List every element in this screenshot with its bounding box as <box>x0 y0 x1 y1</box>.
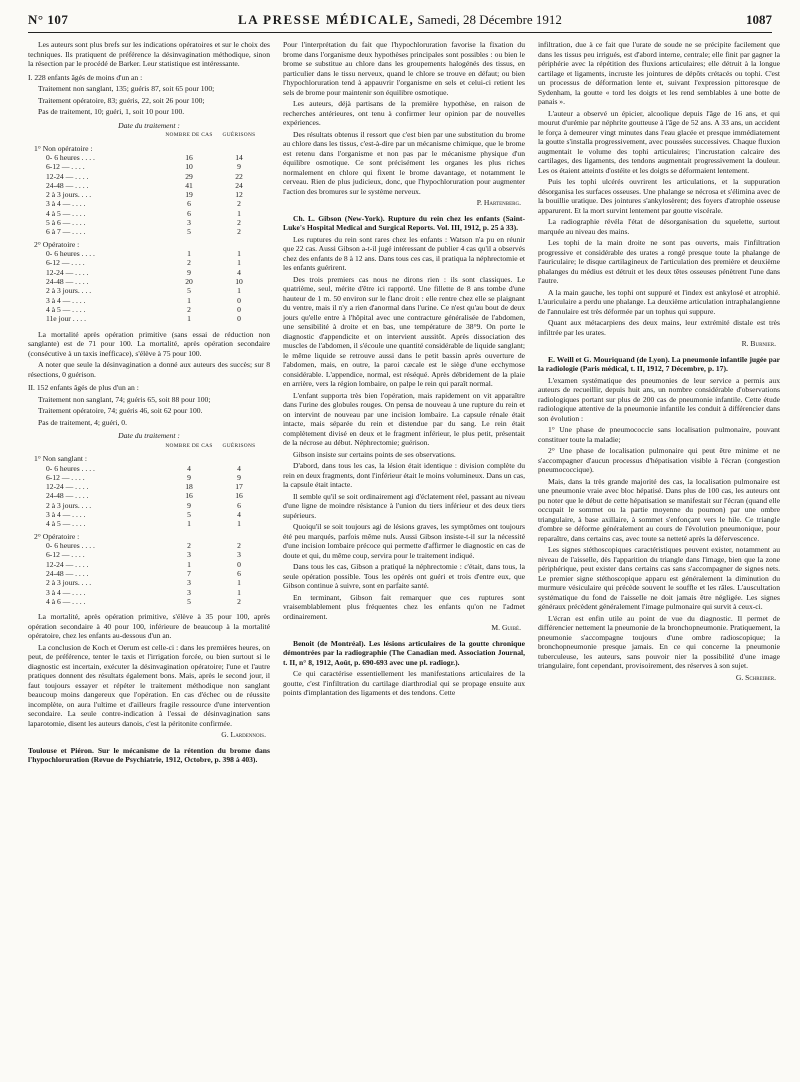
paragraph: Dans tous les cas, Gibson a pratiqué la néphrectomie : c'était, dans tous, la seule opération possible. Tous les opérés ont guéri et trois d'entre eux, que Gibson continue à suivre, sont en parfaite santé. <box>283 562 525 590</box>
paragraph: Traitement opératoire, 74; guéris 46, soit 62 pour 100. <box>38 406 203 416</box>
table-row <box>28 277 264 286</box>
cases-value: 5 <box>187 227 191 237</box>
table-row <box>28 305 264 314</box>
paragraph: Pour l'interprétation du fait que l'hypochloruration favorise la fixation du brome dans l'organisme deux hypothèses principales sont possibles : ou bien le brome se substitue au chlore dans les groupements halogénés des tissus, en particulier dans le tissu nerveux, quand le chlore se trouve en défaut; ou bien l'hypochloruration tend à appauvrir l'organisme en sels et celui-ci retient les sels de brome pour maintenir son équilibre osmotique. <box>283 40 525 97</box>
table-row <box>28 162 264 171</box>
cured-value: 2 <box>237 218 241 228</box>
cases-value: 19 <box>185 190 193 200</box>
cases-value: 3 <box>187 587 191 597</box>
row-label: 0- 6 heures . . . . <box>46 541 95 551</box>
row-label: 4 à 5 — . . . . <box>46 519 86 529</box>
cases-value: 9 <box>187 500 191 510</box>
paragraph: L'auteur a observé un épicier, alcoolique depuis l'âge de 16 ans, et qui mourut d'urémie par néphrite goutteuse à l'âge de 52 ans. A 33 ans, un accident le força à demeurer vingt minutes dans l'eau glacée et presque immédiatement la goutte s'installa progressivement, avec poussées successives. Chaque fluxion augmentait le volume des tophi articulaires; l'incrustation calcaire des cartilages, des ligaments, des tendons augmentait progressivement la douleur. Les os étaient atteints d'ostéite et les doigts se déformaient lentement. <box>538 108 780 175</box>
row-label: 6 à 7 — . . . . <box>46 227 86 237</box>
row-label: 24-48 — . . . . <box>46 277 89 287</box>
paragraph: La conclusion de Koch et Oerum est celle-ci : dans les premières heures, on peut, de préférence, tenter le taxis et l'irrigation forcée, ou bien surtout si le diagnostic est incertain, exécuter la désinvagination opératoire; l'une et l'autre pratiques donnent des résultats également bons. Mais, après le second jour, il faut toujours essayer et répéter le traitement méthodique non sanglant beaucoup moins dangereux que l'opération. En cas d'échec ou de réussite incomplète, on aura l'ultime et d'ailleurs fragile ressource d'une intervention secondaire. La seule contre-indication à l'essai de désinvagination sans laparotomie, disent les auteurs danois, c'est la péritonite confirmée. <box>28 642 270 728</box>
paragraph: Mais, dans la très grande majorité des cas, la localisation pulmonaire est une pneumonie vraie avec bloc hépatisé. Dans plus de 100 cas, les auteurs ont pu noter que le début de cette hépatisation se manifestait sur l'écran (quand elle occupait le sommet ou la partie moyenne du poumon) par une ombre triangulaire, à base axillaire, à sommet s'enfonçant vers le hile. Ce triangle d'ombre se déforme généralement au cours de l'évolution pneumonique, pour reparaître, dans certains cas, avec toute sa netteté après la défervescence. <box>538 476 780 543</box>
table-body <box>28 541 270 606</box>
cured-value: 16 <box>235 491 243 501</box>
row-label: 2 à 3 jours. . . . <box>46 190 92 200</box>
table-row <box>28 473 264 482</box>
paragraph: La mortalité, après opération primitive, s'élève à 35 pour 100, après opération secondaire à 40 pour 100, inférieure de beaucoup à la mortalité opératoire, chez les enfants au-dessous d'un an. <box>28 612 270 641</box>
cured-value: 2 <box>237 541 241 551</box>
cured-value: 14 <box>235 153 243 162</box>
cases-value: 6 <box>187 208 191 218</box>
table-row <box>28 501 264 510</box>
table-caption: Date du traitement : <box>118 431 180 441</box>
cases-value: 1 <box>187 314 191 324</box>
table-row <box>28 199 264 208</box>
column-header-cured: GUÉRISONS <box>222 442 256 449</box>
issue-date: Samedi, 28 Décembre 1912 <box>417 12 562 27</box>
cases-value: 3 <box>187 550 191 560</box>
table-row <box>28 181 264 190</box>
table-row <box>28 560 264 569</box>
cases-value: 1 <box>187 295 191 305</box>
table-row <box>28 550 264 559</box>
row-label: 6-12 — . . . . <box>46 258 85 268</box>
row-label: 3 à 4 — . . . . <box>46 295 86 305</box>
cases-value: 16 <box>185 491 193 501</box>
table-row <box>28 249 264 258</box>
row-label: 24-48 — . . . . <box>46 180 89 190</box>
paragraph: Puis les tophi ulcérés ouvrirent les articulations, et la suppuration désorganisa les surfaces osseuses. Une phalange se nécrosa et s'élimina avec de la bouillie uratique. Des jointures s'ankylosèrent; des foyers d'atrophie osseuse apparurent. Et la mort survint lentement par goutte viscérale. <box>538 177 780 215</box>
table-row <box>28 172 264 181</box>
paragraph: Les signes stéthoscopiques caractéristiques peuvent exister, notamment au niveau de l'aisselle, dès l'apparition du triangle dans l'image, bien que la zone périphérique, peut exister dans certains cas sans s'accompagner de signes nets. Le premier signe stéthoscopique apparu est généralement la diminution du murmure vésiculaire qui précède souvent le souffle et les râles. L'auscultation systématique du fond de l'aisselle ne doit jamais être négligée. Les signes généraux précèdent généralement l'image pulmonaire qui survit à ceux-ci. <box>538 545 780 611</box>
author-signature: P. Hartenberg. <box>476 198 521 207</box>
section-heading: I. 228 enfants âgés de moins d'un an : <box>28 72 143 82</box>
table-body <box>28 464 270 529</box>
cases-value: 10 <box>185 162 193 172</box>
cases-value: 18 <box>185 482 193 492</box>
paragraph: A noter que seule la désinvagination a donné aux auteurs des succès; sur 8 résections, 0 guérison. <box>28 360 270 379</box>
row-label: 24-48 — . . . . <box>46 491 89 501</box>
row-label: 0- 6 heures . . . . <box>46 249 95 259</box>
table-row <box>28 541 264 550</box>
paragraph: L'examen systématique des pneumonies de leur service a permis aux auteurs de recueillir, depuis huit ans, un nombre considérable d'observations radiologiques portant sur plus de 200 cas de pneumonie infantile. Cette étude radiologique attentive de la pneumonie infantile les conduit à différencier dans son évolution : <box>538 375 780 423</box>
table-body <box>28 249 270 323</box>
row-label: 2 à 3 jours. . . . <box>46 500 92 510</box>
cured-value: 9 <box>237 472 241 482</box>
paragraph: L'enfant supporta très bien l'opération, mais rapidement on vit apparaître dans l'urine des globules rouges. On pensa de nouveau à une rupture du rein et on intervint de nouveau par une incision lombaire. La capsule rénale était intacte, mais séparée du rein et distendue par du sang. Le rein était complètement divisé en deux et le fragment inférieur, le plus petit, présentait de la nécrose au début. Néphrectomie; guérison. <box>283 390 525 447</box>
paragraph: Traitement non sanglant, 74; guéris 65, soit 88 pour 100; <box>38 394 211 404</box>
column-header-cases: NOMBRE DE CAS <box>165 442 213 449</box>
row-label: 12-24 — . . . . <box>46 482 89 492</box>
paragraph: Traitement non sanglant, 135; guéris 87, soit 65 pour 100; <box>38 84 215 93</box>
cases-value: 2 <box>187 258 191 268</box>
cured-value: 4 <box>237 510 241 520</box>
article-title: Ch. L. Gibson (New-York). Rupture du rein chez les enfants (Saint-Luke's Hospital Medical and Surgical Reports. Vol. III, 1912, p. 25 à 33). <box>283 213 525 232</box>
row-label: 2 à 3 jours. . . . <box>46 578 92 588</box>
issue-number: N° 107 <box>28 12 69 27</box>
cured-value: 0 <box>237 304 241 314</box>
cured-value: 1 <box>237 587 241 597</box>
author-signature: R. Burnier. <box>741 339 776 348</box>
cases-value: 6 <box>187 199 191 209</box>
paragraph: 1° Une phase de pneumococcie sans localisation pulmonaire, pouvant constituer toute la maladie; <box>538 425 780 444</box>
table-row <box>28 286 264 295</box>
cases-value: 9 <box>187 472 191 482</box>
row-label: 4 à 5 — . . . . <box>46 208 86 218</box>
table-row <box>28 588 264 597</box>
author-signature: M. Guibé. <box>491 623 521 632</box>
paragraph: Les tophi de la main droite ne sont pas ouverts, mais l'infiltration progressive et considérable des urates a rongé presque toute la phalange de l'auriculaire; le disque cartilagineux de l'articulation des première et deuxième phalanges du médius est détruit et les deux têtes osseuses pénètrent l'une dans l'autre. <box>538 238 780 285</box>
paragraph: Gibson insiste sur certains points de ses observations. <box>293 449 456 459</box>
table-row <box>28 464 264 473</box>
cured-value: 6 <box>237 569 241 579</box>
author-signature: G. Schreiber. <box>735 672 776 682</box>
row-label: 11e jour . . . . <box>46 314 87 324</box>
paragraph: A la main gauche, les tophi ont suppuré et l'index est ankylosé et atrophié. L'auriculaire a perdu une phalange. La deuxième articulation intraphalangienne de l'annulaire est très déformée par un tophus qui suppure. <box>538 287 780 316</box>
cured-value: 4 <box>237 267 241 277</box>
row-label: 12-24 — . . . . <box>46 559 89 569</box>
column-header-cases: NOMBRE DE CAS <box>165 132 213 138</box>
article-title: E. Weill et G. Mouriquand (de Lyon). La pneumonie infantile jugée par la radiologie (Paris médical, t. II, 1912, 7 Décembre, p. 17). <box>538 354 780 373</box>
table-row <box>28 578 264 587</box>
cases-value: 5 <box>187 286 191 296</box>
table-row <box>28 510 264 519</box>
table-group-heading: 2° Opératoire : <box>34 239 80 249</box>
page-header <box>28 10 772 33</box>
row-label: 3 à 4 — . . . . <box>46 199 86 209</box>
cured-value: 6 <box>237 500 241 510</box>
table-row <box>28 268 264 277</box>
table-row <box>28 491 264 500</box>
cases-value: 2 <box>187 541 191 551</box>
paragraph: 2° Une phase de localisation pulmonaire qui peut être minime et ne s'accompagner d'aucun processus d'hépatisation visible à l'écran (congestion pneumococcique). <box>538 446 780 474</box>
cured-value: 1 <box>237 519 241 529</box>
cured-value: 4 <box>237 463 241 473</box>
cases-value: 3 <box>187 578 191 588</box>
row-label: 12-24 — . . . . <box>46 171 89 181</box>
cases-value: 20 <box>185 277 193 287</box>
paragraph: Quoiqu'il se soit toujours agi de lésions graves, les symptômes ont toujours été peu marqués, parfois même nuls. Aussi Gibson insiste-t-il sur la nécessité d'une incision lombaire précoce qui permette d'affirmer le diagnostic en cas de doute et qui, du même coup, servira pour le traitement indiqué. <box>283 522 525 560</box>
cured-value: 2 <box>237 199 241 209</box>
paragraph: Il semble qu'il se soit ordinairement agi d'éclatement réel, passant au niveau d'une ligne de moindre résistance à l'union du tiers inférieur et des deux tiers supérieurs. <box>283 491 525 520</box>
table-caption: Date du traitement : <box>118 120 180 130</box>
paragraph: Les auteurs, déjà partisans de la première hypothèse, en raison de recherches antérieures, ont tenu à confirmer leur opinion par de nouvelles expériences. <box>283 99 525 127</box>
section-heading: II. 152 enfants âgés de plus d'un an : <box>28 383 139 393</box>
row-label: 6-12 — . . . . <box>46 162 85 172</box>
cured-value: 0 <box>237 295 241 305</box>
paragraph: Quant aux métacarpiens des deux mains, leur extrémité distale est très infiltrée par les urates. <box>538 318 780 337</box>
table-row <box>28 227 264 236</box>
row-label: 6-12 — . . . . <box>46 472 85 482</box>
statistics-table-1 <box>28 121 270 324</box>
cases-value: 16 <box>185 153 193 162</box>
table-group-heading: 2° Opératoire : <box>34 531 80 541</box>
cured-value: 9 <box>237 162 241 172</box>
paragraph: Ce qui caractérise essentiellement les manifestations articulaires de la goutte, c'est l'infiltration du cartilage diarthrodial qui se propage ensuite aux points d'implantation des ligaments et des tendons. Cette <box>283 669 525 697</box>
paragraph: En terminant, Gibson fait remarquer que ces ruptures sont vraisemblablement plus fréquentes chez les enfants qu'on ne l'admet ordinairement. <box>283 592 525 621</box>
row-label: 4 à 5 — . . . . <box>46 304 86 314</box>
row-label: 5 à 6 — . . . . <box>46 218 86 228</box>
journal-title <box>28 12 772 28</box>
table-row <box>28 296 264 305</box>
cases-value: 5 <box>187 596 191 606</box>
column-2 <box>283 40 525 700</box>
row-label: 0- 6 heures . . . . <box>46 153 95 162</box>
table-row <box>28 569 264 578</box>
row-label: 12-24 — . . . . <box>46 267 89 277</box>
cured-value: 1 <box>237 286 241 296</box>
table-row <box>28 519 264 528</box>
table-group-heading: 1° Non sanglant : <box>34 454 88 464</box>
cases-value: 1 <box>187 519 191 529</box>
cured-value: 1 <box>237 578 241 588</box>
row-label: 3 à 4 — . . . . <box>46 587 86 597</box>
table-header <box>28 131 264 141</box>
paragraph: D'abord, dans tous les cas, la lésion était identique : division complète du rein en deux fragments, dont l'inférieur était le moins volumineux. Dans un cas, la capsule était intacte. <box>283 461 525 489</box>
article-title: Toulouse et Piéron. Sur le mécanisme de la rétention du brome dans l'hypochloruration (Revue de Psychiatrie, 1912, Octobre, p. 398 à 403). <box>28 745 270 765</box>
statistics-table-2 <box>28 431 270 606</box>
paragraph: Des résultats obtenus il ressort que c'est bien par une substitution du brome au chlore dans les tissus, c'est-à-dire par un mécanisme chimique, que le brome est retenu dans l'organisme et non pas par le mécanisme physique d'un équilibre osmotique. Ce sont précisément les organes les plus riches normalement en chlore qui fixent le brome davantage, et notamment le cerveau. Rien de plus judicieux, donc, que l'hypochloruration pour augmenter l'action des bromures sur le système nerveux. <box>283 129 525 196</box>
paragraph: Les auteurs sont plus brefs sur les indications opératoires et sur le choix des techniques. Ils pratiquent de préférence la désinvagination méthodique, sinon la résection par le procédé de Barker. Leur statistique est intéressante. <box>28 40 270 68</box>
table-row <box>28 597 264 606</box>
cured-value: 10 <box>235 277 243 287</box>
table-row <box>28 218 264 227</box>
cured-value: 2 <box>237 227 241 237</box>
row-label: 3 à 4 — . . . . <box>46 510 86 520</box>
cases-value: 3 <box>187 218 191 228</box>
cases-value: 41 <box>185 180 193 190</box>
column-header-cured: GUÉRISONS <box>222 132 256 138</box>
paragraph: Des trois premiers cas nous ne dirons rien : ils sont classiques. Le quatrième, seul, mérite d'être ici rapporté. Une fillette de 8 ans tombe d'une hauteur de 1 m. 50 environ sur le flanc droit : elle rentre chez elle se plaignant du ventre, mais il n'y a rien d'anormal dans l'urine. Ce n'est qu'au bout de deux jours qu'elle entre à l'hôpital avec une contracture généralisée de l'abdomen, une sensibilité à droite et en bas, une température de 38°9. On porte le diagnostic d'appendicite et on intervient aussitôt. Après dissociation des muscles de l'abdomen, il s'écoule une quantité considérable de liquide sanglant; le même liquide se retrouve aussi dans le petit bassin après ouverture de l'abdomen, mais, en outre, la paroi cæcale est le siège d'une ecchymose considérable. L'appendice, normal, est réséqué. Après débridement de la plaie en arrière, vers la région lombaire, on palpe le rein qui paraît normal. <box>283 274 525 388</box>
cured-value: 24 <box>235 180 243 190</box>
cured-value: 1 <box>237 258 241 268</box>
cases-value: 1 <box>187 559 191 569</box>
cases-value: 7 <box>187 569 191 579</box>
table-row <box>28 153 264 162</box>
column-3 <box>538 40 780 688</box>
paragraph: La radiographie révéla l'état de désorganisation du squelette, surtout marquée au niveau des mains. <box>538 217 780 236</box>
row-label: 6-12 — . . . . <box>46 550 85 560</box>
cured-value: 22 <box>235 171 243 181</box>
row-label: 4 à 6 — . . . . <box>46 596 86 606</box>
page-number: 1087 <box>746 12 772 27</box>
cases-value: 1 <box>187 249 191 259</box>
cases-value: 29 <box>185 171 193 181</box>
table-row <box>28 482 264 491</box>
paragraph: Traitement opératoire, 83; guéris, 22, soit 26 pour 100; <box>38 95 205 105</box>
table-row <box>28 209 264 218</box>
table-row <box>28 314 264 323</box>
paragraph: L'écran est enfin utile au point de vue du diagnostic. Il permet de différencier nettement la pneumonie de la bronchopneumonie. Pratiquement, la pneumonie s'accompagne toujours d'une ombre radioscopique; la bronchopneumonie presque jamais. En ce qui concerne la pneumonie tuberculeuse, les auteurs, sans pouvoir nier la possibilité d'une image triangulaire, font cependant, provisoirement, des réserves à son sujet. <box>538 613 780 670</box>
paragraph: La mortalité après opération primitive (sans essai de réduction non sanglante) est de 71 pour 100. La mortalité, après opération secondaire (consécutive à un taxis inefficace), s'élève à 75 pour 100. <box>28 329 270 358</box>
paragraph: infiltration, due à ce fait que l'urate de soude ne se précipite facilement que dans les tissus peu irrigués, est d'abord interne, centrale; elle finit par gagner la périphérie avec la répétition des fluxions articulaires; elle détruit à la longue cartilage et ligaments, incruste les jointures de dépôts crétacés ou tophi. C'est un processus de déformation lente et, suivant l'expression pittoresque de Sydenham, la goutte « tord les doigts et les rend semblables à une botte de panais ». <box>538 40 780 106</box>
row-label: 0- 6 heures . . . . <box>46 463 95 473</box>
table-body <box>28 153 270 237</box>
row-label: 2 à 3 jours. . . . <box>46 286 92 296</box>
cases-value: 9 <box>187 267 191 277</box>
paragraph: Pas de traitement, 10; guéri, 1, soit 10 pour 100. <box>38 107 185 116</box>
cases-value: 5 <box>187 510 191 520</box>
cases-value: 2 <box>187 304 191 314</box>
article-title: Benoit (de Montréal). Les lésions articulaires de la goutte chronique démontrées par la radiographie (The Canadian med. Association Journal, t. II, n° 8, 1912, Août, p. 690-693 avec une pl. radiogr.). <box>283 638 525 667</box>
cured-value: 0 <box>237 314 241 324</box>
cured-value: 1 <box>237 249 241 259</box>
row-label: 24-48 — . . . . <box>46 569 89 579</box>
cured-value: 2 <box>237 596 241 606</box>
cured-value: 12 <box>235 190 243 200</box>
cases-value: 4 <box>187 463 191 473</box>
table-row <box>28 190 264 199</box>
table-row <box>28 258 264 267</box>
paragraph: Les ruptures du rein sont rares chez les enfants : Watson n'a pu en réunir que 22 cas. Aussi Gibson a-t-il jugé intéressant de publier 4 cas qu'il a observés chez des enfants de 8 à 12 ans. Dans tous ces cas, il pratiqua la néphrectomie et les enfants guérirent. <box>283 234 525 272</box>
paragraph: Pas de traitement, 4; guéri, 0. <box>38 417 127 427</box>
cured-value: 1 <box>237 208 241 218</box>
author-signature: G. Lardennois. <box>221 730 266 740</box>
cured-value: 3 <box>237 550 241 560</box>
table-group-heading: 1° Non opératoire : <box>34 143 93 153</box>
journal-name: LA PRESSE MÉDICALE, <box>238 12 415 27</box>
table-header <box>28 442 264 452</box>
cured-value: 17 <box>235 482 243 492</box>
column-1 <box>28 40 270 767</box>
cured-value: 0 <box>237 559 241 569</box>
